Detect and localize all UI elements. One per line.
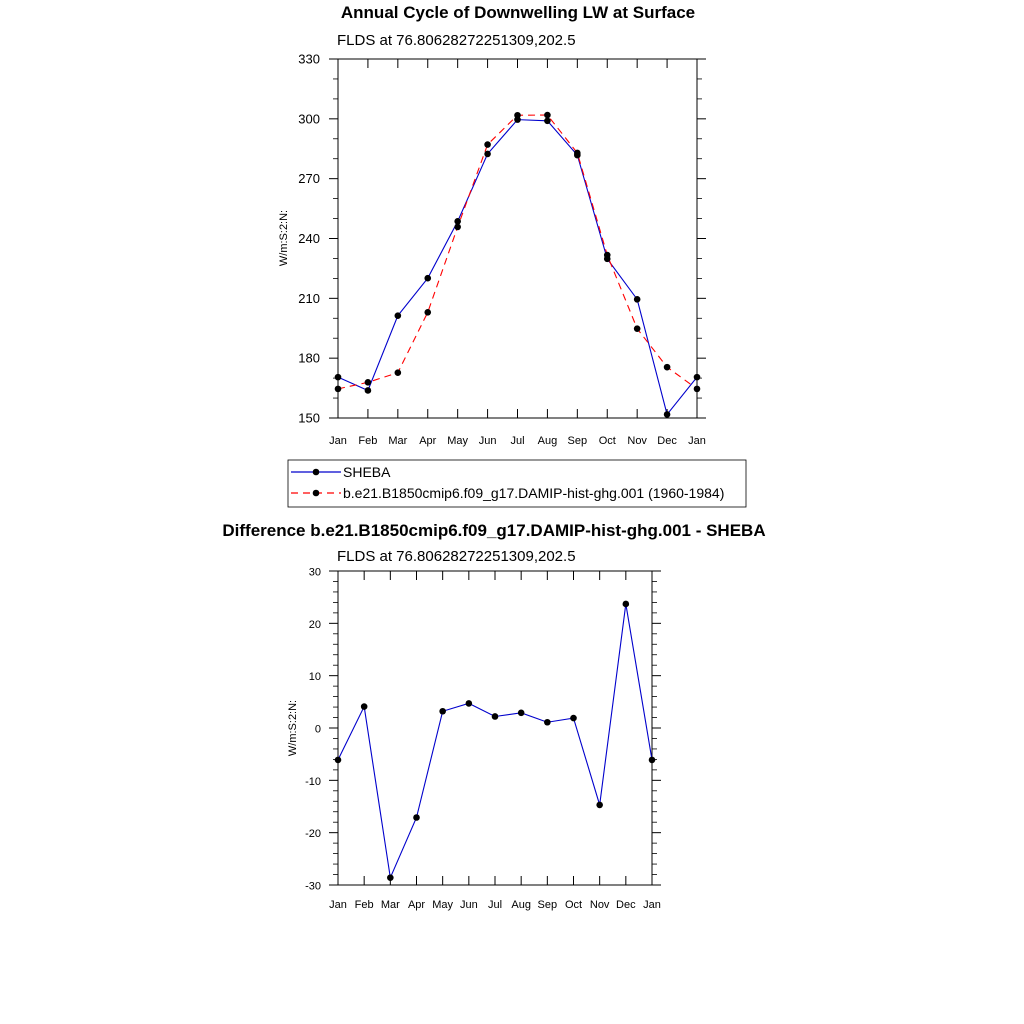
series-line-0 bbox=[338, 120, 697, 415]
data-point-s0-7 bbox=[518, 710, 525, 717]
data-point-s1-8 bbox=[574, 150, 581, 157]
x-tick-label: Dec bbox=[616, 899, 636, 911]
data-point-s1-2 bbox=[395, 369, 402, 376]
chart-subtitle: FLDS at 76.80628272251309,202.5 bbox=[337, 548, 576, 565]
x-tick-label: Jun bbox=[478, 435, 497, 447]
annual-cycle-chart bbox=[278, 3, 706, 447]
data-point-s0-7 bbox=[544, 118, 551, 125]
data-point-s0-12 bbox=[694, 374, 701, 381]
x-tick-label: Mar bbox=[380, 899, 400, 911]
chart-subtitle: FLDS at 76.80628272251309,202.5 bbox=[337, 32, 576, 49]
data-point-s0-12 bbox=[649, 757, 656, 764]
data-point-s1-4 bbox=[454, 224, 461, 231]
y-tick-label: 210 bbox=[298, 290, 320, 306]
legend-label-sheba: SHEBA bbox=[343, 464, 391, 480]
x-tick-label: Mar bbox=[388, 435, 408, 447]
x-tick-label: Nov bbox=[627, 435, 647, 447]
difference-chart bbox=[222, 521, 765, 911]
legend-label-model: b.e21.B1850cmip6.f09_g17.DAMIP-hist-ghg.001 (1960-1984) bbox=[343, 485, 725, 501]
x-tick-label: Jan bbox=[329, 435, 347, 447]
data-point-s1-7 bbox=[544, 112, 551, 119]
series-lines bbox=[338, 115, 697, 414]
x-tick-label: Sep bbox=[567, 435, 588, 447]
data-point-s0-3 bbox=[413, 814, 420, 821]
chart-title: Difference b.e21.B1850cmip6.f09_g17.DAMIP-hist-ghg.001 - SHEBA bbox=[222, 521, 766, 540]
data-point-s1-0 bbox=[335, 386, 342, 393]
data-point-s1-3 bbox=[424, 309, 431, 316]
data-point-s0-1 bbox=[365, 387, 372, 394]
data-point-s0-4 bbox=[439, 708, 446, 715]
x-tick-label: Feb bbox=[354, 899, 374, 911]
data-point-s0-0 bbox=[335, 374, 342, 381]
plot-frame bbox=[338, 571, 652, 885]
y-tick-label: 10 bbox=[308, 671, 321, 684]
y-tick-label: 300 bbox=[298, 111, 320, 127]
data-point-s1-11 bbox=[664, 364, 671, 371]
x-tick-label: May bbox=[447, 435, 469, 447]
x-tick-label: May bbox=[432, 899, 454, 911]
y-tick-label: -30 bbox=[305, 880, 321, 893]
x-tick-label: Jan bbox=[329, 899, 347, 911]
x-tick-label: Jul bbox=[510, 435, 525, 447]
series-line-1 bbox=[338, 115, 697, 389]
axis-ticks bbox=[298, 52, 706, 448]
x-tick-label: Jan bbox=[643, 899, 661, 911]
data-point-s0-5 bbox=[466, 700, 473, 707]
data-point-s1-6 bbox=[514, 112, 521, 119]
axis-ticks bbox=[305, 567, 661, 912]
y-tick-label: 270 bbox=[298, 171, 320, 187]
data-point-s1-12 bbox=[694, 386, 701, 393]
y-tick-label: 30 bbox=[308, 566, 321, 579]
x-tick-label: Nov bbox=[589, 899, 610, 911]
series-points bbox=[335, 112, 701, 418]
data-point-s0-10 bbox=[634, 296, 641, 303]
x-tick-label: Apr bbox=[419, 435, 437, 447]
data-point-s0-2 bbox=[387, 874, 394, 881]
data-point-s0-5 bbox=[484, 151, 491, 158]
data-point-s0-1 bbox=[361, 703, 368, 710]
data-point-s0-2 bbox=[395, 312, 402, 319]
x-tick-label: Jun bbox=[459, 899, 478, 911]
legend-marker-sheba bbox=[313, 469, 320, 476]
x-tick-label: Oct bbox=[598, 435, 616, 447]
x-tick-label: Jul bbox=[487, 899, 503, 911]
data-point-s1-1 bbox=[365, 379, 372, 386]
y-tick-label: 330 bbox=[298, 51, 320, 67]
data-point-s0-9 bbox=[570, 715, 577, 722]
x-tick-label: Feb bbox=[358, 435, 378, 447]
chart-title: Annual Cycle of Downwelling LW at Surface bbox=[340, 3, 696, 22]
legend-marker-model bbox=[313, 490, 320, 497]
data-point-s0-3 bbox=[424, 275, 431, 282]
data-point-s1-10 bbox=[634, 325, 641, 332]
x-tick-label: Oct bbox=[564, 899, 583, 911]
data-point-s1-5 bbox=[484, 141, 491, 148]
legend bbox=[288, 460, 746, 507]
data-point-s0-10 bbox=[596, 802, 603, 809]
y-tick-label: -20 bbox=[305, 828, 321, 841]
y-axis-label: W/m:S:2:N: bbox=[287, 699, 299, 757]
series-lines bbox=[338, 604, 652, 878]
y-tick-label: 180 bbox=[298, 350, 320, 366]
x-tick-label: Jan bbox=[688, 435, 706, 447]
x-tick-label: Apr bbox=[407, 899, 426, 911]
data-point-s0-8 bbox=[544, 719, 551, 726]
data-point-s0-11 bbox=[664, 411, 671, 418]
x-tick-label: Dec bbox=[657, 435, 677, 447]
y-axis-label: W/m:S:2:N: bbox=[278, 209, 290, 267]
data-point-s1-9 bbox=[604, 252, 611, 259]
series-line-0 bbox=[338, 604, 652, 878]
x-tick-label: Aug bbox=[511, 899, 531, 911]
y-tick-label: 150 bbox=[298, 410, 320, 426]
data-point-s0-0 bbox=[335, 757, 342, 764]
y-tick-label: 240 bbox=[298, 231, 320, 246]
data-point-s0-11 bbox=[623, 601, 630, 608]
data-point-s0-6 bbox=[492, 713, 499, 720]
y-tick-label: 0 bbox=[314, 723, 321, 736]
x-tick-label: Aug bbox=[537, 435, 558, 447]
x-tick-label: Sep bbox=[537, 899, 558, 911]
y-tick-label: 20 bbox=[308, 618, 321, 631]
series-points bbox=[335, 601, 656, 881]
y-tick-label: -10 bbox=[305, 775, 321, 788]
